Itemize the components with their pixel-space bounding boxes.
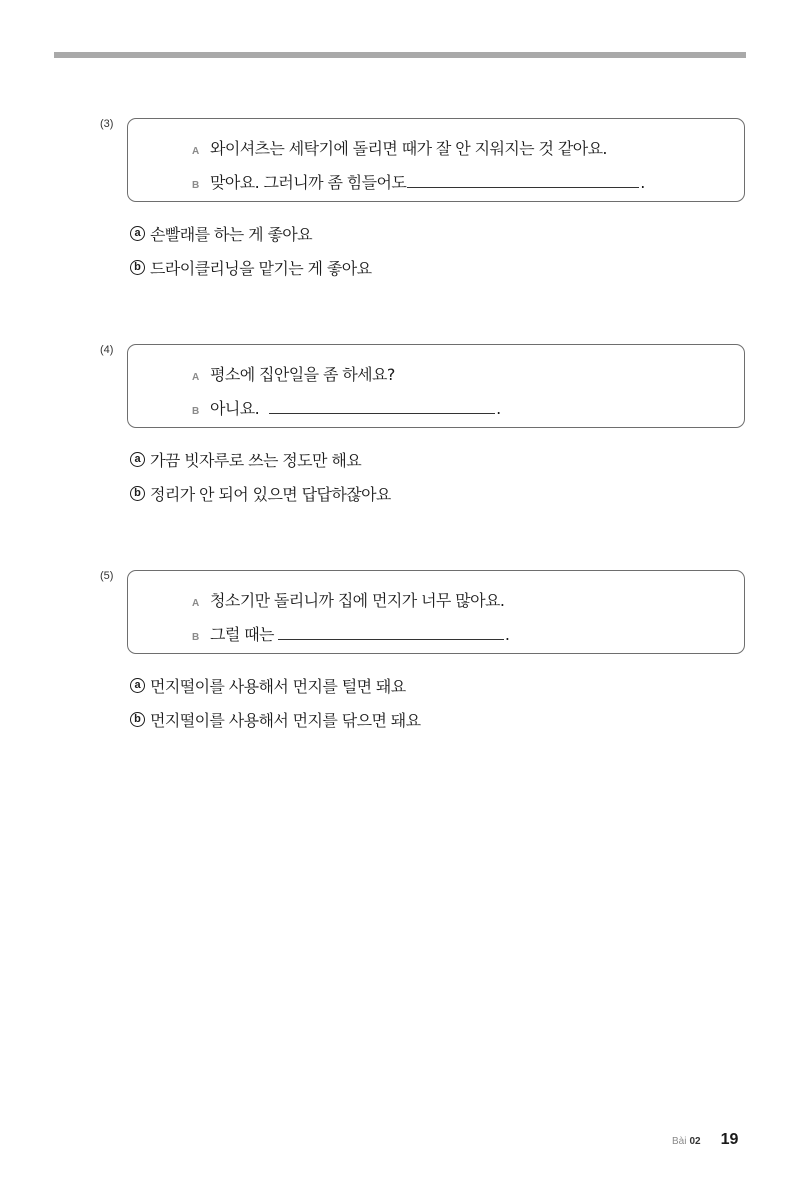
question-number: (4) (100, 344, 114, 356)
speaker-label-b: B (192, 180, 200, 191)
option-a[interactable] (130, 222, 312, 245)
lesson-number: 02 (689, 1136, 701, 1147)
page-number: 19 (720, 1131, 739, 1148)
top-divider (54, 52, 746, 58)
lesson-label: Bài (672, 1136, 687, 1147)
option-marker-a: a (130, 226, 145, 241)
speaker-label-a: A (192, 146, 200, 157)
sentence-end: . (640, 173, 645, 192)
speaker-label-a: A (192, 598, 200, 609)
question-number: (3) (100, 118, 114, 130)
sentence-end: . (504, 625, 510, 644)
dialog-text-a: 와이셔츠는 세탁기에 돌리면 때가 잘 안 지워지는 것 같아요. (210, 139, 607, 158)
question-number: (5) (100, 570, 114, 582)
option-text: 가끔 빗자루로 쓰는 정도만 해요 (150, 451, 362, 470)
answer-blank[interactable] (269, 401, 495, 414)
sentence-end: . (496, 399, 501, 418)
option-marker-a: a (130, 678, 145, 693)
dialog-line-b (192, 170, 645, 193)
option-marker-b: b (130, 486, 145, 501)
option-text: 손빨래를 하는 게 좋아요 (150, 225, 313, 244)
dialog-line-a (192, 136, 607, 159)
dialog-box (127, 344, 745, 428)
option-marker-b: b (130, 712, 145, 727)
dialog-line-b (192, 622, 509, 645)
dialog-line-a (192, 362, 395, 385)
dialog-text-a: 청소기만 돌리니까 집에 먼지가 너무 많아요. (210, 591, 505, 610)
dialog-box (127, 570, 745, 654)
option-b[interactable] (130, 708, 421, 731)
option-marker-b: b (130, 260, 145, 275)
dialog-text-b: 아니요. (210, 399, 260, 418)
option-text: 먼지떨이를 사용해서 먼지를 닦으면 돼요 (150, 711, 421, 730)
speaker-label-b: B (192, 632, 200, 643)
option-marker-a: a (130, 452, 145, 467)
speaker-label-a: A (192, 372, 200, 383)
page-footer (672, 1131, 738, 1149)
speaker-label-b: B (192, 406, 200, 417)
option-text: 먼지떨이를 사용해서 먼지를 털면 돼요 (150, 677, 406, 696)
option-a[interactable] (130, 448, 361, 471)
dialog-box (127, 118, 745, 202)
dialog-line-a (192, 588, 504, 611)
option-text: 드라이클리닝을 맡기는 게 좋아요 (150, 259, 372, 278)
option-a[interactable] (130, 674, 406, 697)
answer-blank[interactable] (278, 627, 504, 640)
dialog-text-b: 맞아요. 그러니까 좀 힘들어도 (210, 173, 407, 192)
option-text: 정리가 안 되어 있으면 답답하잖아요 (150, 485, 391, 504)
option-b[interactable] (130, 256, 371, 279)
answer-blank[interactable] (407, 175, 639, 188)
option-b[interactable] (130, 482, 391, 505)
dialog-text-a: 평소에 집안일을 좀 하세요? (210, 365, 395, 384)
dialog-text-b: 그럴 때는 (210, 625, 274, 644)
dialog-line-b (192, 396, 501, 419)
